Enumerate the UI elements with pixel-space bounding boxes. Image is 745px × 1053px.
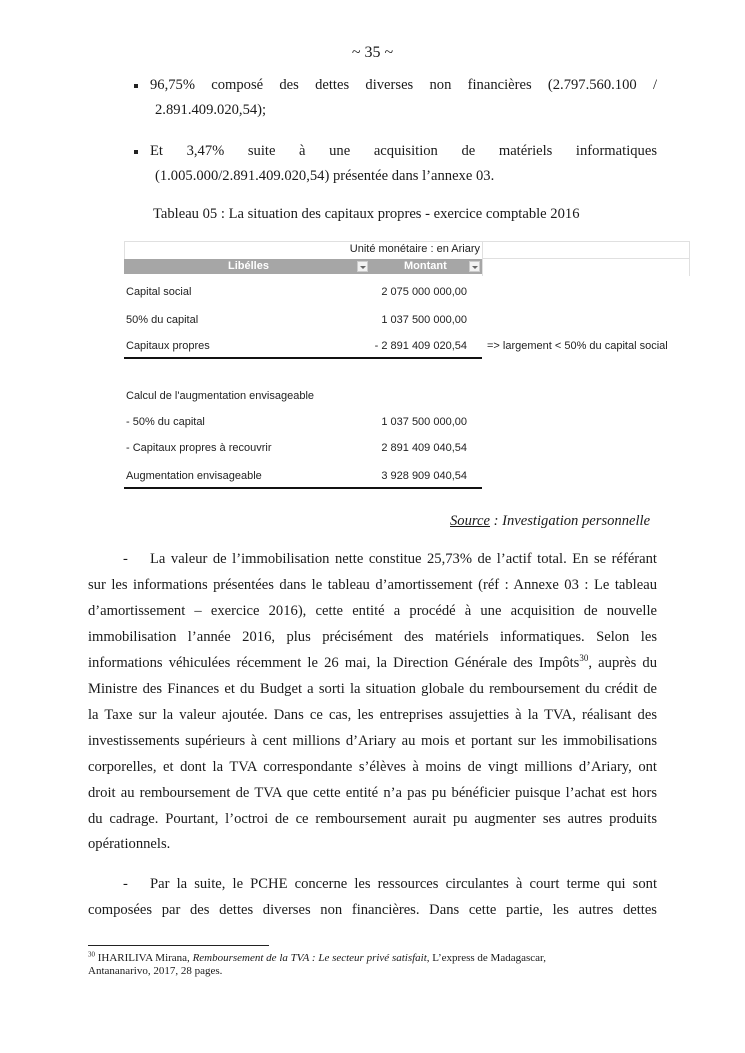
footnote-title: Remboursement de la TVA : Le secteur privé satisfait (192, 952, 427, 964)
row-label: - 50% du capital (126, 416, 205, 428)
table-source (450, 513, 650, 530)
footnote-author: IHARILIVA Mirana, (95, 952, 193, 964)
footnote-ref[interactable]: 30 (579, 653, 589, 664)
bullet-line: Et 3,47% suite à une acquisition de matériels informatiques (150, 143, 657, 159)
paragraph-line: Ministre des Finances et du Budget a sorti la situation globale du remboursement du crédit de (88, 681, 657, 697)
row-label: - Capitaux propres à recouvrir (126, 442, 272, 454)
row-value: 3 928 909 040,54 (381, 470, 467, 482)
row-note: => largement < 50% du capital social (487, 340, 668, 352)
row-value: 1 037 500 000,00 (381, 314, 467, 326)
text: informations véhiculées récemment le 26 mai, la Direction Générale des Impôts (88, 655, 580, 671)
source-label: Source (450, 513, 490, 529)
footnote (88, 952, 546, 978)
paragraph-line (88, 655, 657, 672)
row-label: 50% du capital (126, 314, 199, 326)
row-value: - 2 891 409 020,54 (374, 340, 467, 352)
bullet-icon (134, 150, 138, 154)
filter-dropdown-icon[interactable] (357, 261, 368, 272)
bullet-line: (1.005.000/2.891.409.020,54) présentée dans l’annexe 03. (155, 168, 495, 184)
text: , auprès du (588, 655, 657, 671)
paragraph-line: sur les informations présentées dans le tableau d’amortissement (réf : Annexe 03 : Le tableau (88, 577, 657, 593)
unit-label: Unité monétaire : en Ariary (349, 243, 480, 255)
paragraph-line: La valeur de l’immobilisation nette constitue 25,73% de l’actif total. En se référant (150, 551, 657, 567)
paragraph-line: corporelles, et dont la TVA correspondante s’élèves à moins de vingt millions d’Ariary, ont (88, 759, 657, 775)
row-value: 2 891 409 040,54 (381, 442, 467, 454)
row-label: Capital social (126, 286, 192, 298)
table-header (124, 259, 482, 274)
paragraph-line: opérationnels. (88, 836, 171, 852)
paragraph-line: Par la suite, le PCHE concerne les ressources circulantes à court terme qui sont (150, 876, 657, 892)
paragraph-line: la Taxe sur la valeur ajoutée. Dans ce cas, les entreprises assujetties à la TVA, réalisant des (88, 707, 657, 723)
page-number: ~ 35 ~ (351, 44, 394, 61)
row-value: 1 037 500 000,00 (381, 416, 467, 428)
paragraph-line: d’amortissement – exercice 2016), cette entité a procédé à une acquisition de nouvelle (88, 603, 657, 619)
source-text: : Investigation personnelle (489, 513, 651, 529)
row-value: 2 075 000 000,00 (381, 286, 467, 298)
row-label: Capitaux propres (126, 340, 210, 352)
row-label: Augmentation envisageable (126, 470, 262, 482)
paragraph-line: composées par des dettes diverses non financières. Dans cette partie, les autres dettes (88, 902, 657, 918)
filter-dropdown-icon[interactable] (469, 261, 480, 272)
table-caption: Tableau 05 : La situation des capitaux propres - exercice comptable 2016 (153, 206, 580, 222)
bullet-line: 2.891.409.020,54); (155, 102, 267, 118)
footnote-publisher: , L’express de Madagascar, (426, 952, 546, 964)
header-montant: Montant (404, 260, 447, 272)
paragraph-line: du cadrage. Pourtant, l’octroi de ce remboursement aurait pu augmenter ses autres produits (88, 811, 657, 827)
bullet-line: 96,75% composé des dettes diverses non financières (2.797.560.100 / (150, 77, 657, 93)
footnote-separator (88, 945, 269, 946)
footnote-number: 30 (88, 950, 95, 959)
paragraph-line: investissements supérieurs à cent millions d’Ariary au mois et portant sur les immobilisations (88, 733, 657, 749)
paragraph-dash: - (123, 876, 128, 892)
calc-title: Calcul de l'augmentation envisageable (126, 390, 315, 402)
paragraph-line: immobilisation l’année 2016, plus précisément des matériels informatiques. Selon les (88, 629, 657, 645)
bullet-icon (134, 84, 138, 88)
paragraph-dash: - (123, 551, 128, 567)
paragraph-line: droit au remboursement de TVA que cette entité n’a pas pu bénéficier puisque l’achat est hors (88, 785, 657, 801)
header-libelles: Libélles (228, 260, 269, 272)
footnote-line2: Antananarivo, 2017, 28 pages. (88, 965, 223, 977)
